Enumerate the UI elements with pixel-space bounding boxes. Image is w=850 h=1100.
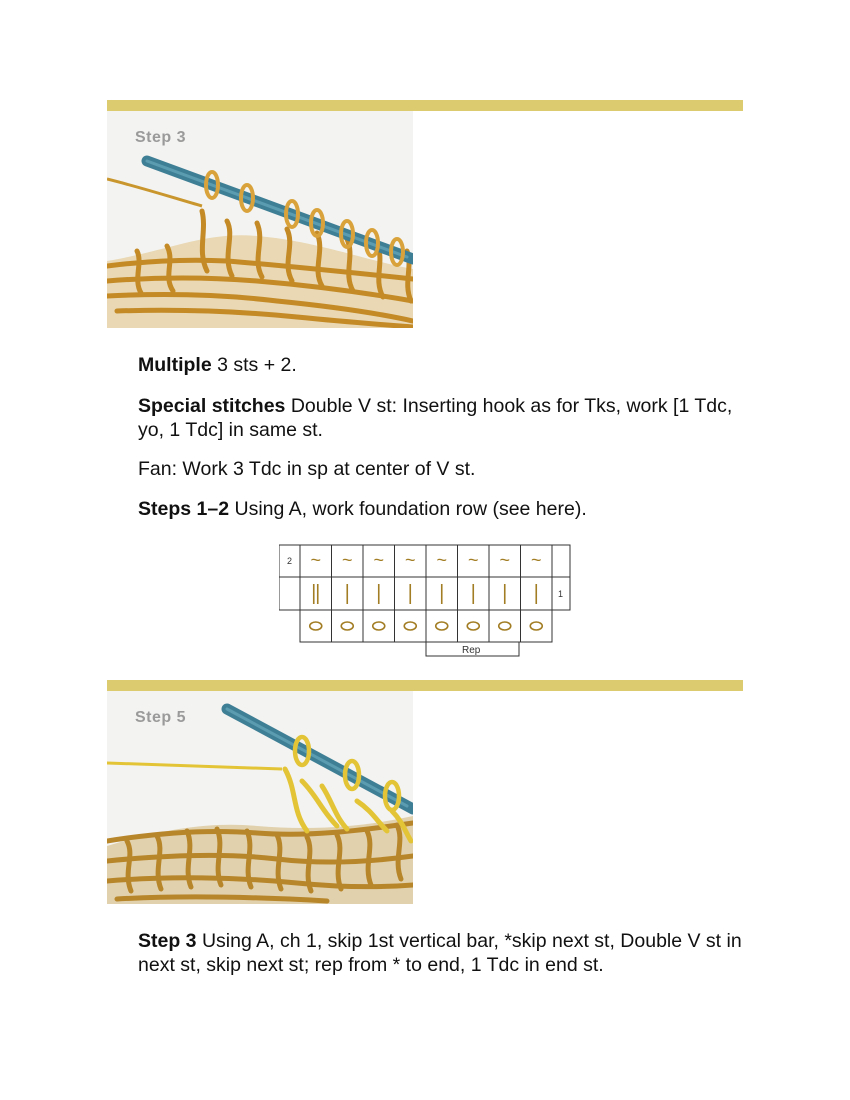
chart-row-2-symbol: ~	[341, 550, 353, 570]
steps-1-2-text: Using A, work foundation row (see here).	[229, 498, 587, 520]
multiple-paragraph	[138, 353, 748, 377]
chart-chain-symbol	[404, 622, 416, 630]
fan-paragraph	[138, 457, 748, 481]
section-divider-middle	[107, 680, 743, 691]
steps-1-2-paragraph	[138, 497, 748, 521]
chart-chain-symbol	[310, 622, 322, 630]
chart-row-2-symbol: ~	[404, 550, 416, 570]
chart-chain-symbol	[436, 622, 448, 630]
chart-row-2-symbol: ~	[310, 550, 322, 570]
fan-text: Fan: Work 3 Tdc in sp at center of V st.	[138, 458, 476, 480]
step-3-photo	[107, 111, 413, 328]
special-stitches-text: Double V st: Inserting hook as for Tks, work [1 Tdc, yo, 1 Tdc] in same st.	[138, 395, 733, 441]
step-3-photo-label: Step 3	[135, 129, 187, 146]
chart-row-1-label: 1	[558, 589, 564, 599]
step-3-heading: Step 3	[138, 930, 197, 952]
chart-chain-symbol	[530, 622, 542, 630]
multiple-text: 3 sts + 2.	[211, 354, 297, 376]
chart-repeat-label: Rep	[462, 645, 481, 656]
chart-row-2-symbol: ~	[499, 550, 511, 570]
chart-chain-symbol	[467, 622, 479, 630]
special-stitches-heading: Special stitches	[138, 395, 286, 417]
section-divider-top	[107, 100, 743, 111]
steps-1-2-heading: Steps 1–2	[138, 498, 230, 520]
chart-row-2-symbol: ~	[436, 550, 448, 570]
step-5-photo	[107, 691, 413, 904]
special-stitches-paragraph	[138, 394, 748, 442]
step-5-photo-label: Step 5	[135, 709, 187, 726]
chart-chain-symbol	[341, 622, 353, 630]
chart-row-2-symbol: ~	[373, 550, 385, 570]
chart-row-2-symbol: ~	[530, 550, 542, 570]
chart-row-2-symbol: ~	[467, 550, 479, 570]
chart-chain-symbol	[499, 622, 511, 630]
multiple-heading: Multiple	[138, 354, 212, 376]
stitch-chart	[279, 544, 574, 659]
step-3-text: Using A, ch 1, skip 1st vertical bar, *skip next st, Double V st in next st, skip next st; rep from * to end, 1 Tdc in end st.	[138, 930, 742, 976]
chart-chain-symbol	[373, 622, 385, 630]
step-3-paragraph	[138, 929, 748, 977]
chart-row-2-label: 2	[287, 556, 293, 566]
